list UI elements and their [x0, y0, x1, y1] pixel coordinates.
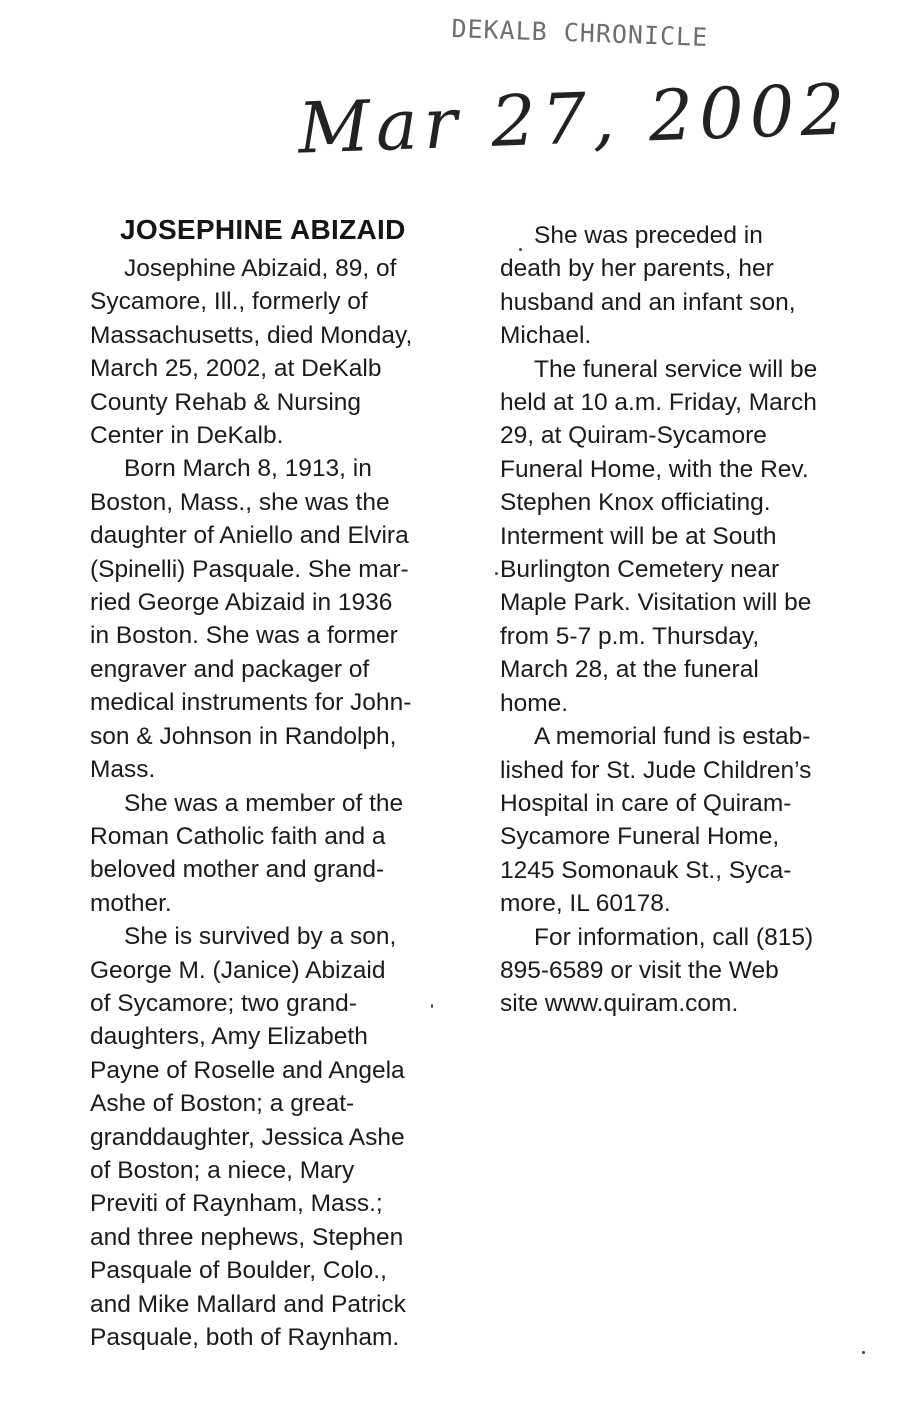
text-line: of Sycamore; two grand- — [90, 989, 357, 1017]
text-line: Stephen Knox officiating. — [500, 489, 771, 517]
text-line: daughters, Amy Elizabeth — [90, 1023, 368, 1051]
text-line: from 5-7 p.m. Thursday, — [500, 622, 760, 650]
text-line: 1245 Somonauk St., Syca- — [500, 856, 792, 884]
print-speck — [862, 1351, 865, 1354]
text-line: Payne of Roselle and Angela — [90, 1056, 405, 1084]
text-line: Massachusetts, died Monday, — [90, 321, 413, 349]
text-line: Pasquale of Boulder, Colo., — [90, 1257, 387, 1285]
text-line: Interment will be at South — [500, 522, 777, 550]
text-line: Roman Catholic faith and a — [90, 822, 386, 850]
text-line: She was preceded in — [534, 222, 763, 249]
text-line: Sycamore, Ill., formerly of — [90, 288, 368, 316]
text-line: and Mike Mallard and Patrick — [90, 1290, 406, 1318]
text-line: husband and an infant son, — [500, 288, 796, 316]
text-line: son & Johnson in Randolph, — [90, 722, 397, 750]
text-line: site www.quiram.com. — [500, 990, 739, 1018]
text-line: Michael. — [500, 322, 592, 350]
left-column — [90, 252, 475, 1354]
text-line: Sycamore Funeral Home, — [500, 823, 780, 851]
text-line: Mass. — [90, 756, 156, 784]
text-line: George M. (Janice) Abizaid — [90, 956, 386, 984]
text-line: March 28, at the funeral — [500, 656, 759, 684]
text-line: death by her parents, her — [500, 255, 774, 283]
text-line: held at 10 a.m. Friday, March — [500, 389, 817, 417]
text-line: of Boston; a niece, Mary — [90, 1156, 355, 1184]
text-line: Born March 8, 1913, in — [124, 455, 372, 483]
text-line: engraver and packager of — [90, 655, 370, 683]
text-line: Josephine Abizaid, 89, of — [124, 255, 397, 282]
right-column — [500, 219, 890, 1021]
text-line: 895-6589 or visit the Web — [500, 956, 779, 984]
text-line: County Rehab & Nursing — [90, 388, 362, 416]
text-line: The funeral service will be — [534, 355, 818, 383]
text-line: She is survived by a son, — [124, 923, 397, 951]
print-speck — [519, 248, 522, 251]
text-line: Ashe of Boston; a great- — [90, 1090, 355, 1118]
obituary-headline: JOSEPHINE ABIZAID — [120, 214, 406, 245]
handwritten-date: Mar 27, 2002 — [296, 68, 853, 170]
text-line: She was a member of the — [124, 789, 404, 817]
text-line: 29, at Quiram-Sycamore — [500, 422, 767, 450]
text-line: medical instruments for John- — [90, 689, 412, 717]
text-line: more, IL 60178. — [500, 890, 671, 918]
text-line: Hospital in care of Quiram- — [500, 789, 792, 817]
text-line: mother. — [90, 889, 172, 917]
text-line: Funeral Home, with the Rev. — [500, 455, 809, 483]
text-line: March 25, 2002, at DeKalb — [90, 355, 382, 383]
newspaper-stamp: DEKALB CHRONICLE — [450, 14, 709, 52]
text-line: and three nephews, Stephen — [90, 1223, 404, 1251]
text-line: lished for St. Jude Children’s — [500, 756, 812, 784]
text-line: home. — [500, 689, 569, 717]
text-line: Boston, Mass., she was the — [90, 488, 390, 516]
text-line: Maple Park. Visitation will be — [500, 589, 812, 617]
text-line: beloved mother and grand- — [90, 856, 385, 884]
text-line: granddaughter, Jessica Ashe — [90, 1123, 405, 1151]
text-line: A memorial fund is estab- — [534, 723, 811, 751]
text-line: (Spinelli) Pasquale. She mar- — [90, 555, 409, 583]
text-line: Previti of Raynham, Mass.; — [90, 1190, 383, 1218]
text-line: ried George Abizaid in 1936 — [90, 589, 393, 617]
print-speck — [431, 1004, 433, 1008]
text-line: in Boston. She was a former — [90, 622, 398, 650]
text-line: daughter of Aniello and Elvira — [90, 522, 409, 550]
text-line: Pasquale, both of Raynham. — [90, 1324, 400, 1351]
text-line: Center in DeKalb. — [90, 422, 284, 450]
text-line: Burlington Cemetery near — [500, 556, 780, 584]
print-speck — [495, 572, 498, 575]
text-line: For information, call (815) — [534, 923, 814, 951]
